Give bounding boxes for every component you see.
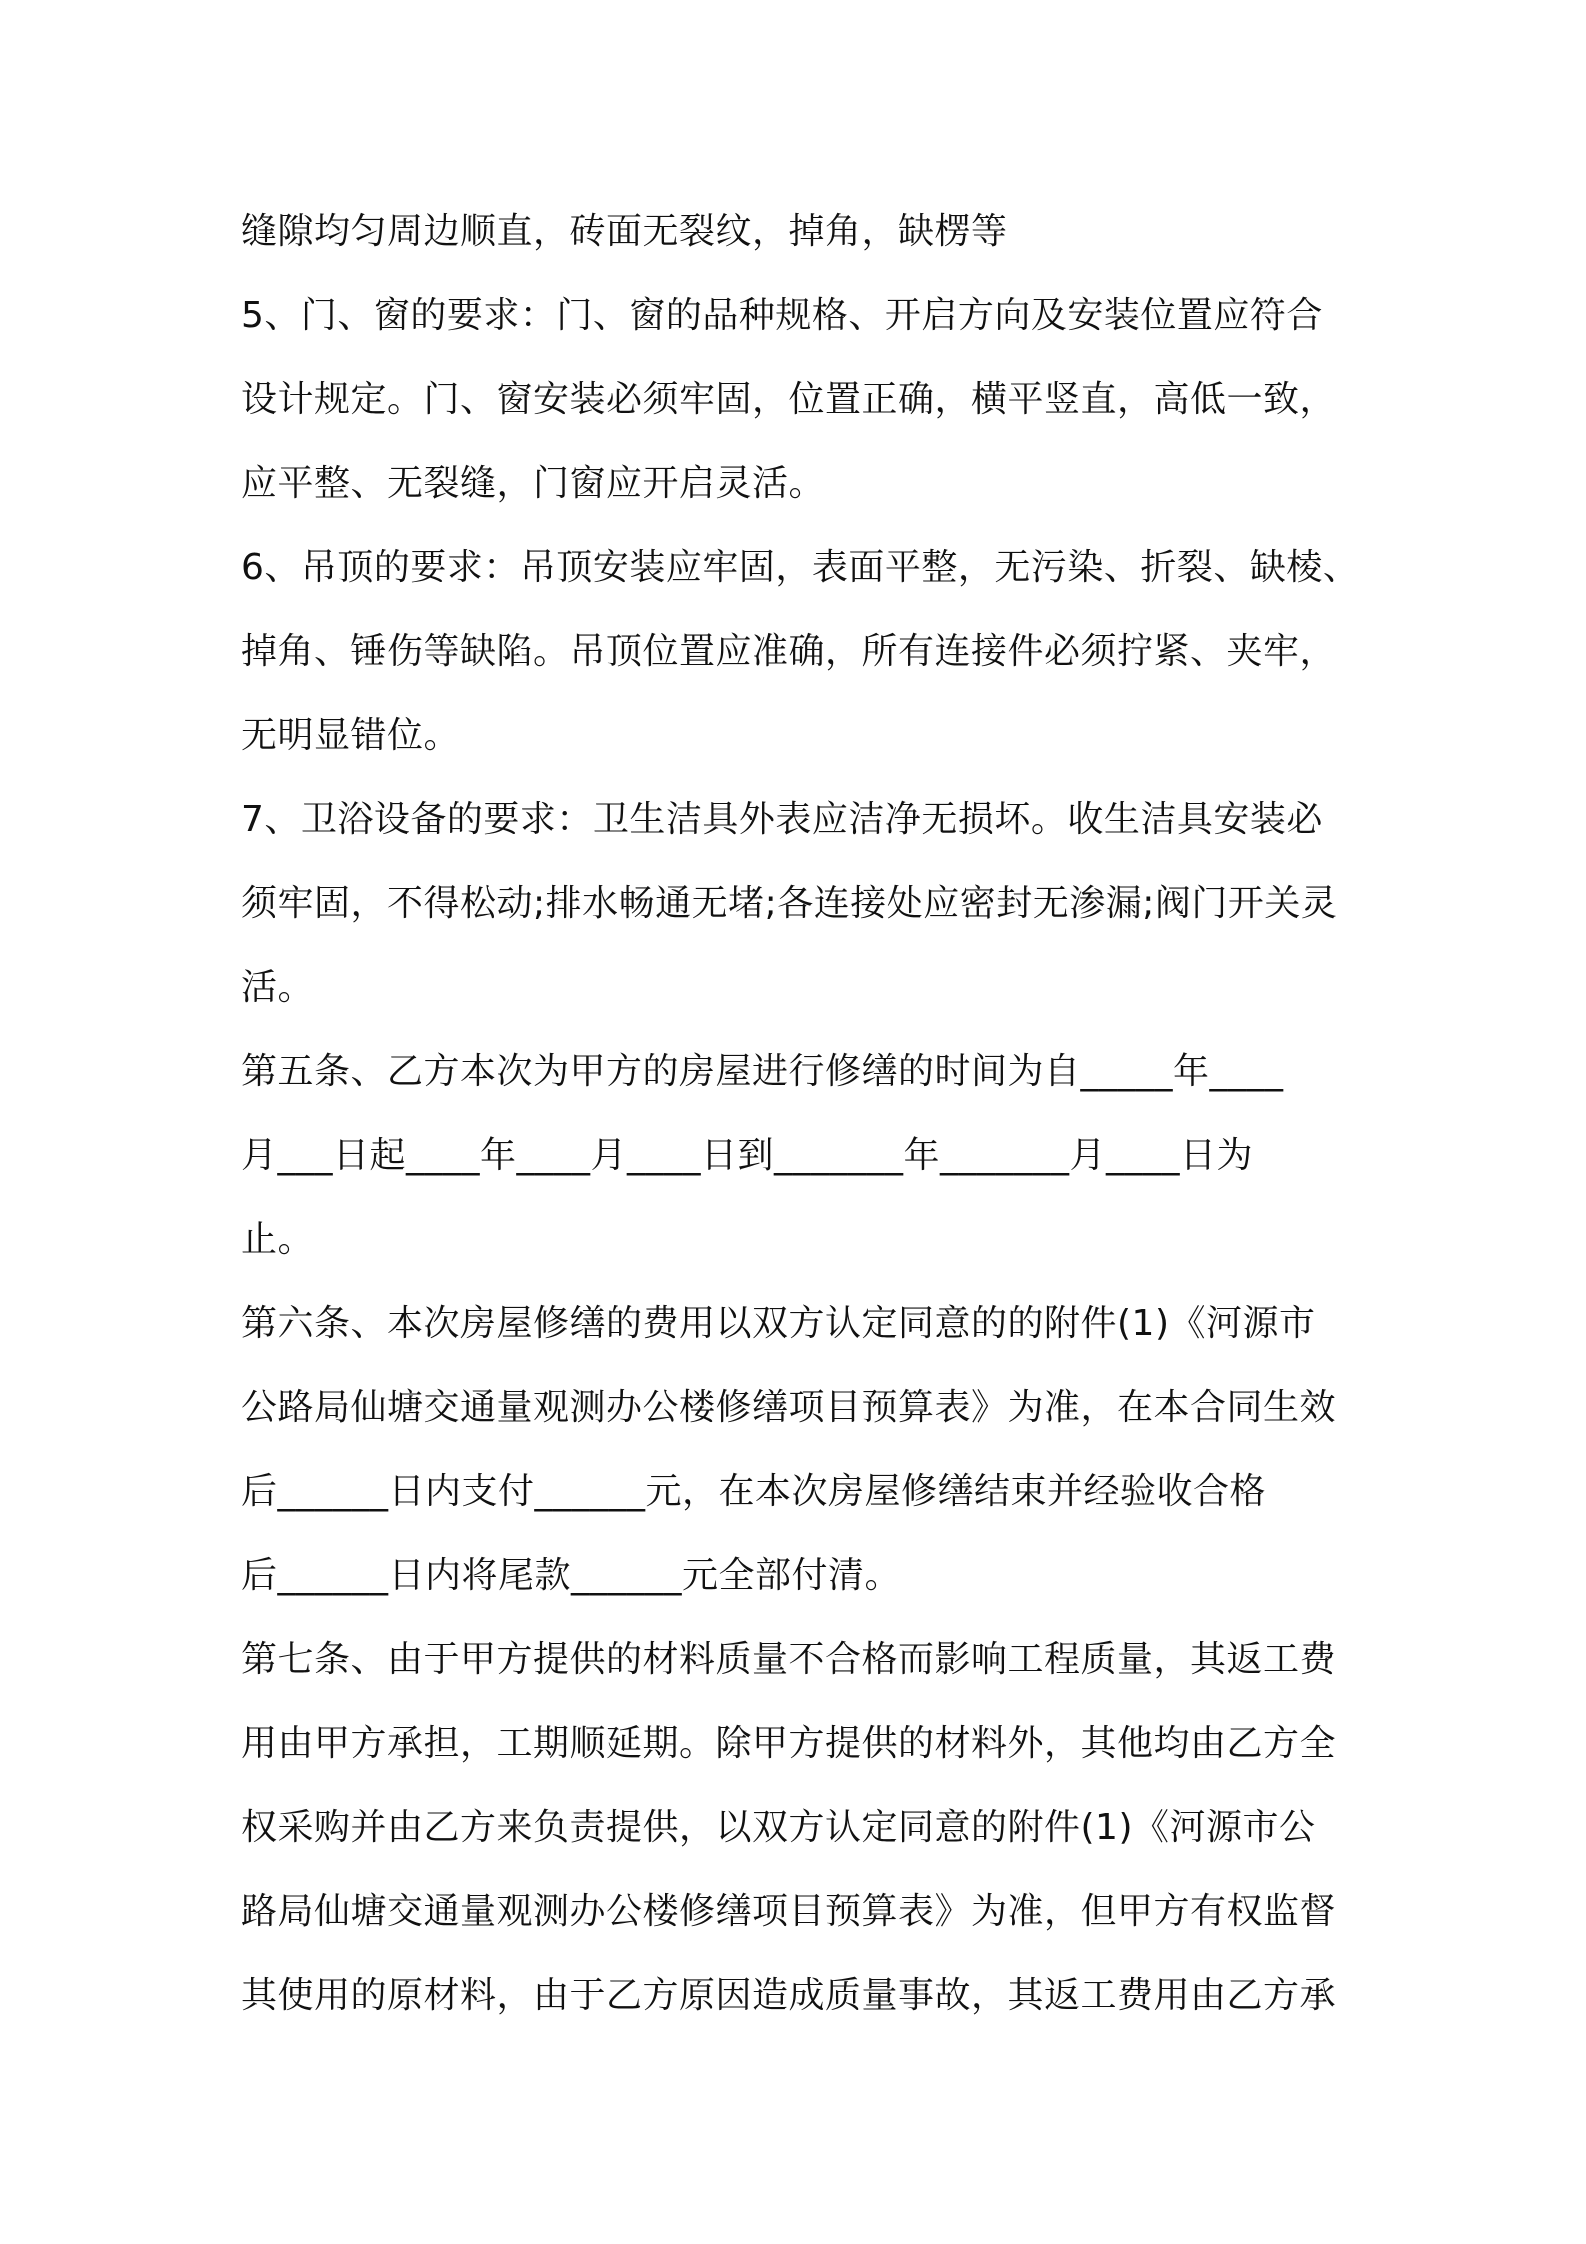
- text-line: 路局仙塘交通量观测办公楼修缮项目预算表》为准，但甲方有权监督: [241, 1891, 1337, 1932]
- text-line: 5、门、窗的要求：门、窗的品种规格、开启方向及安装位置应符合: [241, 295, 1323, 336]
- text-line: 无明显错位。: [241, 715, 461, 756]
- document-body: [241, 190, 1381, 2038]
- text-line: 掉角、锤伤等缺陷。吊顶位置应准确，所有连接件必须拧紧、夹牢，: [241, 631, 1337, 672]
- text-line: 缝隙均匀周边顺直，砖面无裂纹，掉角，缺楞等: [241, 211, 1008, 252]
- text-line: 第七条、由于甲方提供的材料质量不合格而影响工程质量，其返工费: [241, 1639, 1337, 1680]
- text-line: 应平整、无裂缝，门窗应开启灵活。: [241, 463, 826, 504]
- text-line: 其使用的原材料，由于乙方原因造成质量事故，其返工费用由乙方承: [241, 1975, 1337, 2016]
- text-line: 月___日起____年____月____日到_______年_______月____日为: [241, 1135, 1254, 1176]
- text-line: 第六条、本次房屋修缮的费用以双方认定同意的的附件(1)《河源市: [241, 1303, 1316, 1344]
- text-line: 权采购并由乙方来负责提供，以双方认定同意的附件(1)《河源市公: [241, 1807, 1316, 1848]
- text-line: 后______日内将尾款______元全部付清。: [241, 1555, 902, 1596]
- text-line: 6、吊顶的要求：吊顶安装应牢固，表面平整，无污染、折裂、缺棱、: [241, 547, 1360, 588]
- text-line: 第五条、乙方本次为甲方的房屋进行修缮的时间为自_____年____: [241, 1051, 1284, 1092]
- text-line: 活。: [241, 967, 315, 1008]
- text-line: 设计规定。门、窗安装必须牢固，位置正确，横平竖直，高低一致，: [241, 379, 1337, 420]
- text-line: 用由甲方承担，工期顺延期。除甲方提供的材料外，其他均由乙方全: [241, 1723, 1337, 1764]
- text-line: 后______日内支付______元，在本次房屋修缮结束并经验收合格: [241, 1471, 1267, 1512]
- text-line: 须牢固，不得松动;排水畅通无堵;各连接处应密封无渗漏;阀门开关灵: [241, 883, 1338, 924]
- text-line: 止。: [241, 1219, 315, 1260]
- text-line: 7、卫浴设备的要求：卫生洁具外表应洁净无损坏。收生洁具安装必: [241, 799, 1323, 840]
- text-line: 公路局仙塘交通量观测办公楼修缮项目预算表》为准，在本合同生效: [241, 1387, 1337, 1428]
